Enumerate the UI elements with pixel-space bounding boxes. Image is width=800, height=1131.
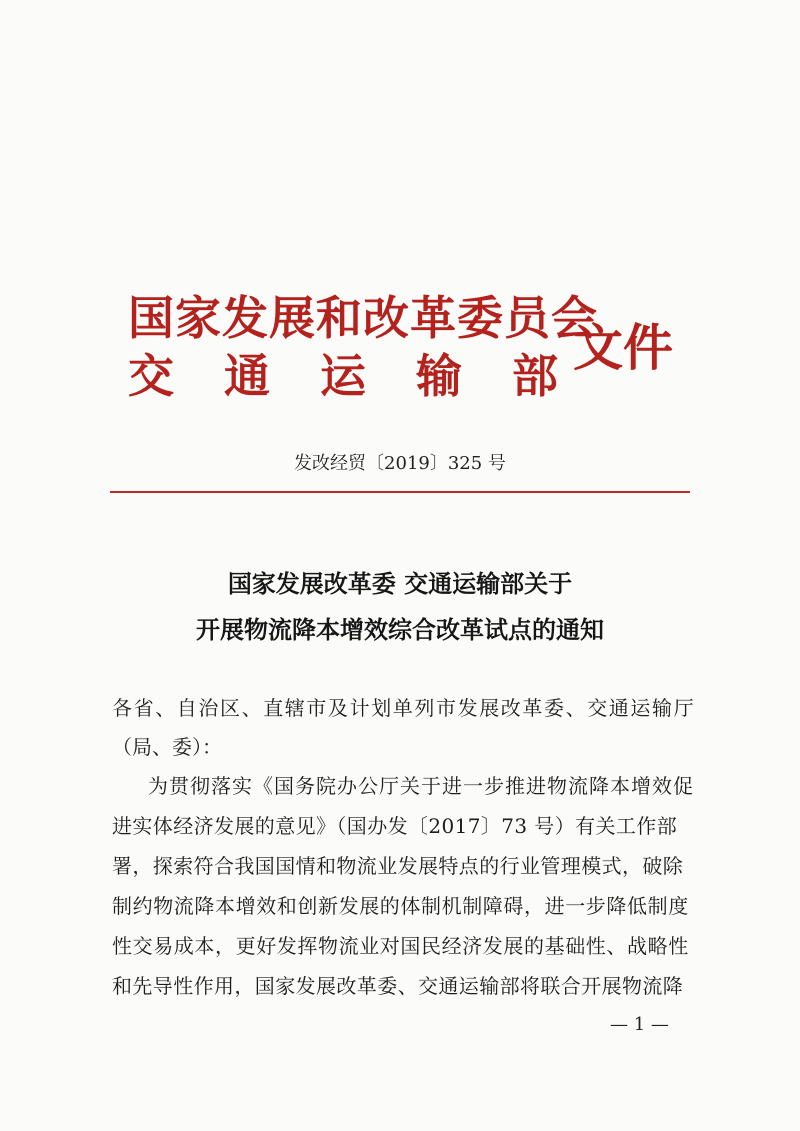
document-number: 发改经贸〔2019〕325 号 — [294, 453, 506, 474]
issuer-mot-char: 输 — [416, 349, 462, 403]
issuer-mot-char: 交 — [128, 349, 174, 403]
document-label: 文件 — [573, 318, 673, 377]
body-line: 和先导性作用，国家发展改革委、交通运输部将联合开展物流降 — [112, 974, 684, 998]
body-line: （局、委）： — [112, 735, 222, 759]
issuer-mot-char: 运 — [320, 349, 366, 403]
issuer-header — [128, 290, 688, 410]
body-line: 进实体经济发展的意见》（国办发〔2017〕73 号）有关工作部 — [112, 814, 678, 838]
notice-title-line2: 开展物流降本增效综合改革试点的通知 — [196, 615, 604, 644]
red-divider — [110, 491, 690, 493]
issuer-ndrc: 国家发展和改革委员会 — [128, 291, 598, 345]
issuer-mot-char: 部 — [512, 349, 558, 403]
body-line: 制约物流降本增效和创新发展的体制机制障碍，进一步降低制度 — [112, 894, 689, 918]
notice-title-line1: 国家发展改革委 交通运输部关于 — [227, 569, 573, 598]
body-line: 性交易成本，更好发挥物流业对国民经济发展的基础性、战略性 — [112, 934, 689, 958]
page-number: — 1 — — [610, 1014, 669, 1035]
body-line: 为贯彻落实《国务院办公厅关于进一步推进物流降本增效促 — [148, 774, 694, 798]
body-line: 署，探索符合我国国情和物流业发展特点的行业管理模式，破除 — [112, 854, 684, 878]
issuer-mot — [128, 348, 558, 404]
issuer-mot-char: 通 — [224, 349, 270, 403]
body-line: 各省、自治区、直辖市及计划单列市发展改革委、交通运输厅 — [112, 696, 696, 720]
